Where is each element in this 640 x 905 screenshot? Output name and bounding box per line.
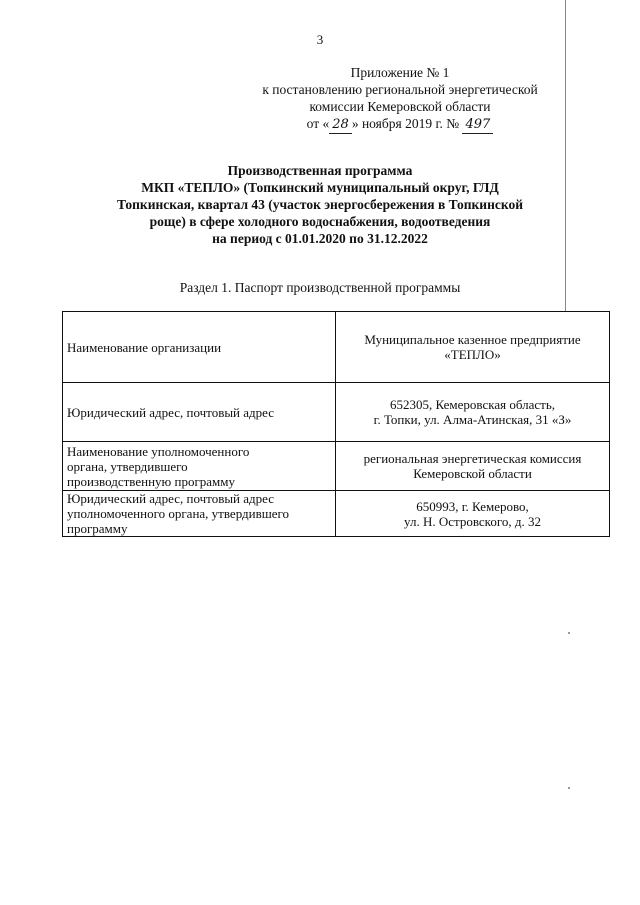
row-label	[63, 442, 336, 491]
value-line: ул. Н. Островского, д. 32	[404, 513, 541, 529]
document-number-handwritten: 497	[462, 116, 493, 134]
title-line-5: на период с 01.01.2020 по 31.12.2022	[212, 231, 428, 246]
title-line-2: МКП «ТЕПЛО» (Топкинский муниципальный округ, ГЛД	[141, 180, 499, 195]
row-value	[336, 442, 610, 491]
document-title	[70, 162, 570, 247]
passport-table	[62, 311, 610, 537]
appendix-header	[230, 64, 570, 134]
title-line-1: Производственная программа	[227, 163, 413, 178]
table-row	[63, 383, 610, 442]
label-line: производственную программу	[67, 473, 236, 489]
appendix-line-2: к постановлению региональной энергетической	[262, 82, 538, 97]
label-line: органа, утвердившего	[67, 458, 188, 474]
label-line: программу	[67, 521, 128, 536]
table-row	[63, 442, 610, 491]
scan-speck	[568, 787, 570, 789]
page-number: 3	[316, 32, 324, 47]
table-row	[63, 491, 610, 537]
label-line: уполномоченного органа, утвердившего	[67, 506, 290, 521]
appendix-date-line	[230, 115, 570, 134]
table-row	[63, 312, 610, 383]
appendix-line-1: Приложение № 1	[350, 65, 450, 80]
date-prefix: от «	[306, 116, 330, 131]
scan-speck	[568, 632, 570, 634]
value-line: региональная энергетическая комиссия	[363, 451, 582, 466]
date-middle: » ноября 2019 г. №	[351, 116, 460, 131]
title-line-4: роще) в сфере холодного водоснабжения, водоотведения	[149, 214, 491, 229]
label-line: Юридический адрес, почтовый адрес	[67, 491, 275, 506]
row-label: Юридический адрес, почтовый адрес	[63, 383, 336, 442]
value-line: 652305, Кемеровская область,	[389, 397, 556, 412]
value-line: г. Топки, ул. Алма-Атинская, 31 «З»	[373, 412, 572, 427]
date-day-handwritten: 28	[329, 116, 352, 134]
row-value	[336, 491, 610, 537]
value-line: «ТЕПЛО»	[444, 347, 501, 362]
row-value	[336, 312, 610, 383]
row-label: Наименование организации	[63, 312, 336, 383]
title-line-3: Топкинская, квартал 43 (участок энергосбережения в Топкинской	[117, 197, 523, 212]
row-value	[336, 383, 610, 442]
value-line: Кемеровской области	[413, 466, 532, 481]
appendix-line-3: комиссии Кемеровской области	[309, 99, 491, 114]
label-line: Наименование уполномоченного	[67, 443, 250, 459]
section-title: Раздел 1. Паспорт производственной программы	[179, 280, 461, 295]
value-line: Муниципальное казенное предприятие	[364, 332, 581, 347]
row-label	[63, 491, 336, 537]
value-line: 650993, г. Кемерово,	[416, 498, 529, 514]
